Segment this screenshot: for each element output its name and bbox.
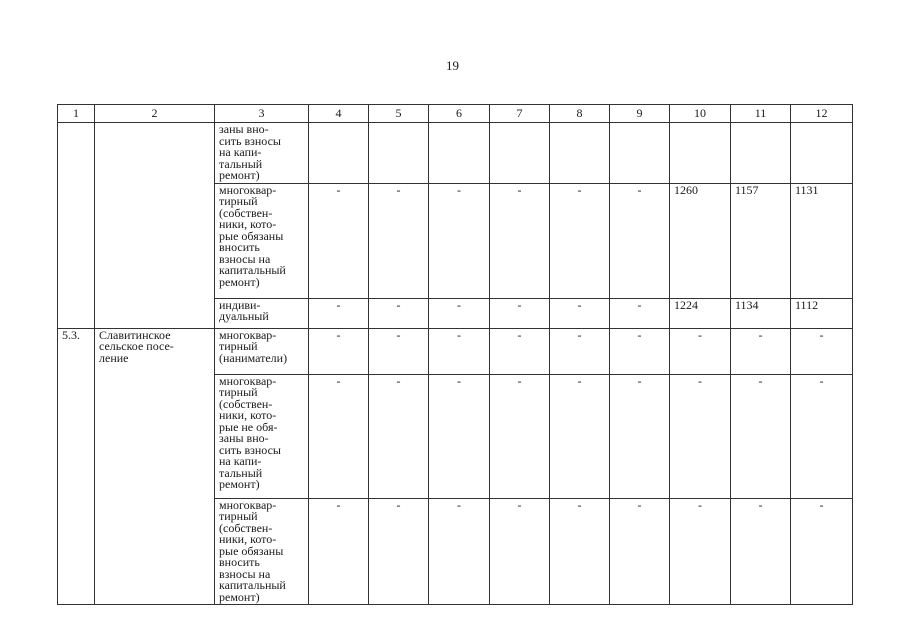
housing-type-text: многоквар- тирный (собствен- ники, кото- рые обязаны вносить взносы на капитальный ремонт)	[219, 183, 286, 289]
header-cell: 12	[791, 105, 853, 123]
value-cell: -	[610, 498, 670, 605]
value-cell: -	[490, 328, 550, 374]
housing-type-text: заны вно- сить взносы на капи- тальный ремонт)	[219, 122, 281, 182]
housing-type-cell	[215, 298, 309, 328]
table-row	[58, 328, 853, 374]
value-cell: -	[369, 498, 429, 605]
header-cell: 3	[215, 105, 309, 123]
header-row	[58, 105, 853, 123]
value-cell	[670, 123, 731, 184]
value-cell: -	[610, 183, 670, 298]
value-cell: -	[309, 374, 369, 498]
header-cell: 4	[309, 105, 369, 123]
value-cell: -	[369, 298, 429, 328]
value-cell: -	[309, 328, 369, 374]
header-cell: 10	[670, 105, 731, 123]
header-cell: 2	[95, 105, 215, 123]
value-cell: -	[309, 498, 369, 605]
housing-type-text: индиви- дуальный	[219, 298, 269, 323]
value-cell	[490, 123, 550, 184]
tariff-table	[57, 104, 853, 605]
value-cell: -	[490, 183, 550, 298]
header-cell: 8	[550, 105, 610, 123]
value-cell: -	[670, 374, 731, 498]
value-cell	[731, 123, 791, 184]
value-cell: -	[490, 374, 550, 498]
housing-type-cell	[215, 328, 309, 374]
value-cell: -	[550, 374, 610, 498]
row-number-cell: 5.3.	[58, 328, 95, 605]
value-cell	[610, 123, 670, 184]
value-cell: -	[490, 298, 550, 328]
value-cell: -	[429, 498, 490, 605]
housing-type-cell	[215, 123, 309, 184]
header-cell: 6	[429, 105, 490, 123]
settlement-name-cell	[95, 123, 215, 329]
page-number: 19	[446, 58, 459, 73]
value-cell: 1260	[670, 183, 731, 298]
value-cell: -	[731, 328, 791, 374]
housing-type-cell	[215, 183, 309, 298]
value-cell	[369, 123, 429, 184]
housing-type-cell	[215, 374, 309, 498]
header-cell: 5	[369, 105, 429, 123]
value-cell: -	[670, 498, 731, 605]
value-cell: -	[610, 298, 670, 328]
value-cell: 1112	[791, 298, 853, 328]
value-cell	[550, 123, 610, 184]
header-cell: 7	[490, 105, 550, 123]
housing-type-cell	[215, 498, 309, 605]
value-cell: -	[731, 498, 791, 605]
header-cell: 1	[58, 105, 95, 123]
value-cell: -	[429, 183, 490, 298]
value-cell: -	[550, 328, 610, 374]
value-cell	[791, 123, 853, 184]
value-cell: -	[791, 374, 853, 498]
value-cell: -	[490, 498, 550, 605]
value-cell: 1224	[670, 298, 731, 328]
settlement-name-cell	[95, 328, 215, 605]
value-cell: 1131	[791, 183, 853, 298]
housing-type-text: многоквар- тирный (наниматели)	[219, 328, 288, 365]
header-cell: 11	[731, 105, 791, 123]
value-cell	[309, 123, 369, 184]
settlement-name-text: Славитинское сельское посе- ление	[99, 328, 174, 365]
housing-type-text: многоквар- тирный (собствен- ники, кото- рые не обя- заны вно- сить взносы на капи- тальный ремонт)	[219, 374, 281, 491]
value-cell: -	[369, 328, 429, 374]
value-cell: -	[610, 374, 670, 498]
value-cell: -	[550, 298, 610, 328]
value-cell: -	[791, 328, 853, 374]
housing-type-text: многоквар- тирный (собствен- ники, кото- рые обязаны вносить взносы на капитальный ремонт)	[219, 498, 286, 604]
value-cell: -	[369, 183, 429, 298]
header-cell: 9	[610, 105, 670, 123]
row-number-cell	[58, 123, 95, 329]
value-cell: -	[791, 498, 853, 605]
value-cell: -	[550, 498, 610, 605]
value-cell: -	[731, 374, 791, 498]
value-cell: -	[309, 298, 369, 328]
value-cell: -	[309, 183, 369, 298]
value-cell: -	[429, 298, 490, 328]
value-cell: 1157	[731, 183, 791, 298]
value-cell: -	[670, 328, 731, 374]
value-cell: 1134	[731, 298, 791, 328]
value-cell	[429, 123, 490, 184]
table-row	[58, 123, 853, 184]
value-cell: -	[610, 328, 670, 374]
value-cell: -	[429, 328, 490, 374]
value-cell: -	[429, 374, 490, 498]
value-cell: -	[550, 183, 610, 298]
value-cell: -	[369, 374, 429, 498]
